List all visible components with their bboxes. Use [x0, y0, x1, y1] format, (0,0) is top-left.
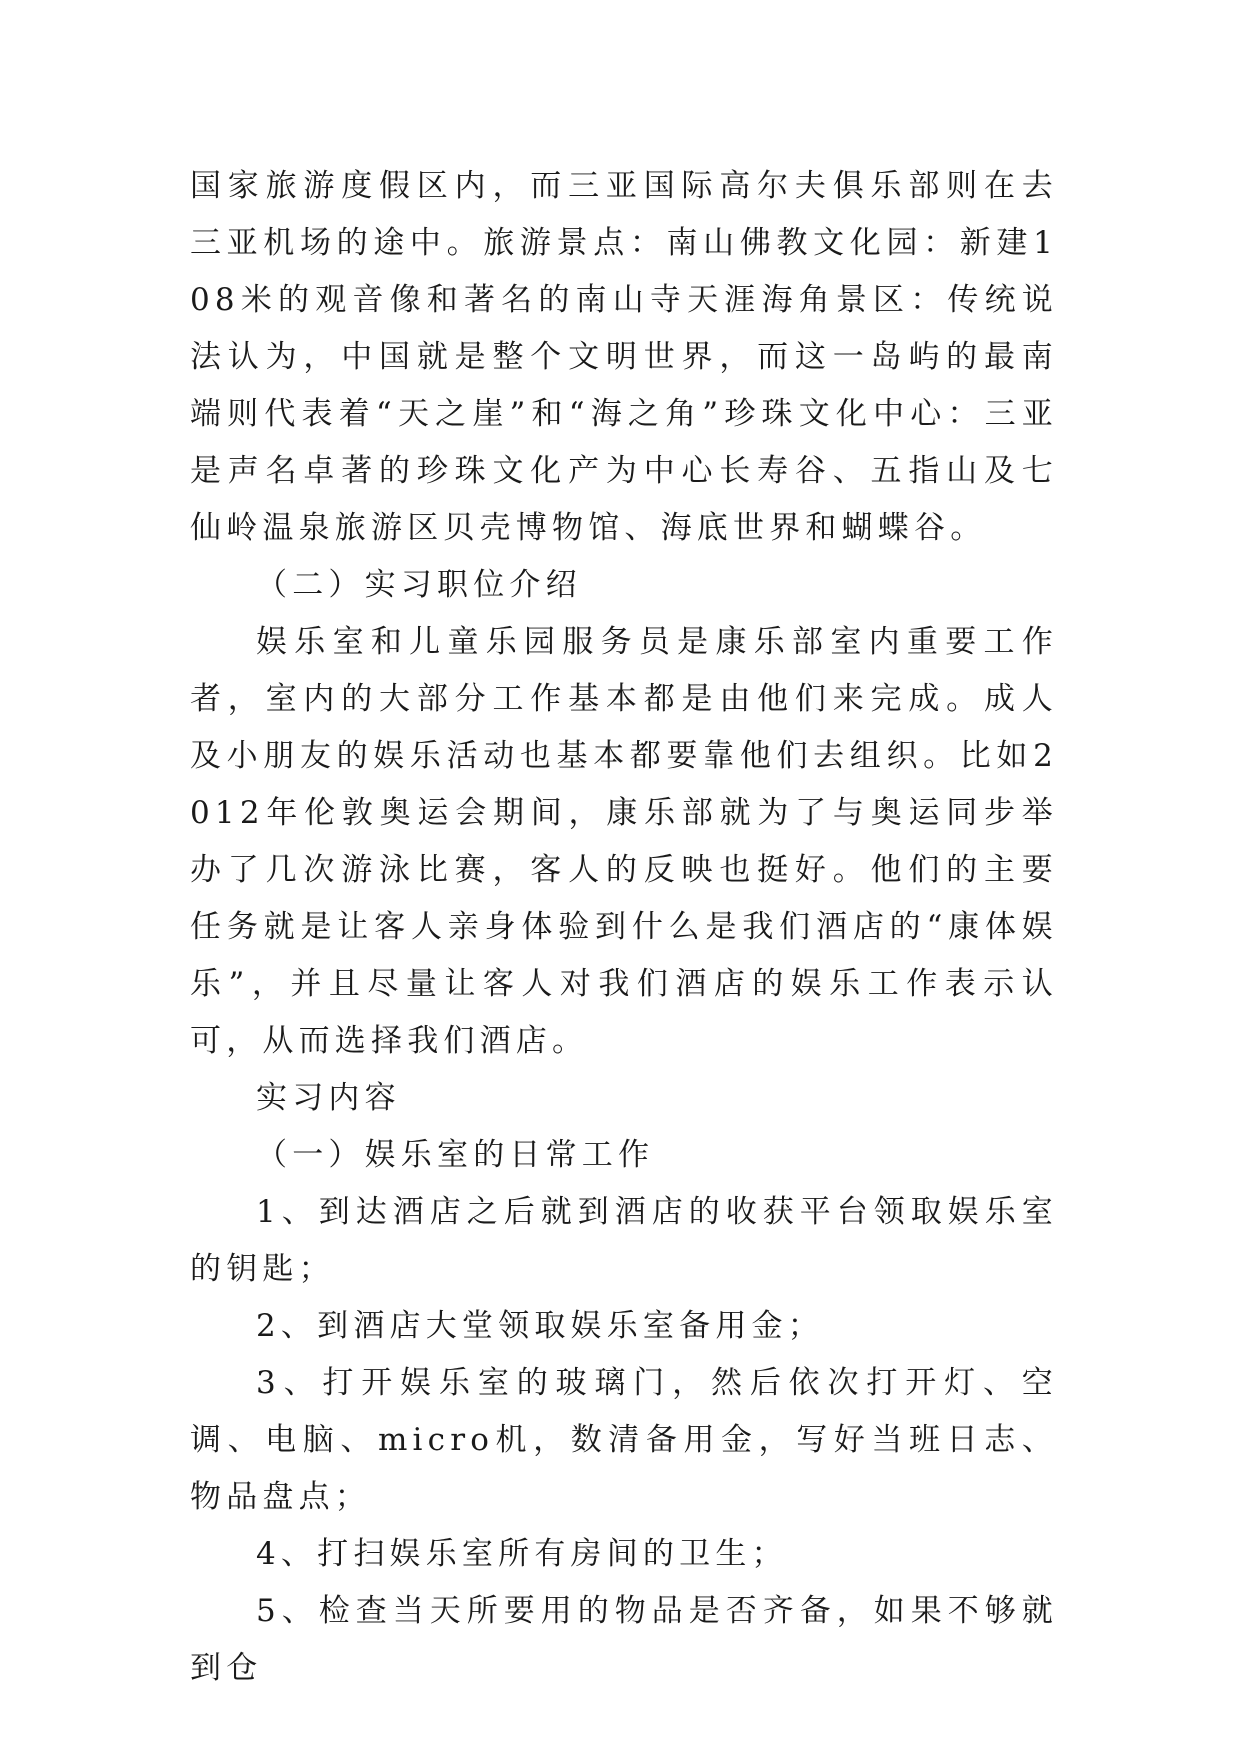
paragraph-scenic-spots: 国家旅游度假区内，而三亚国际高尔夫俱乐部则在去三亚机场的途中。旅游景点：南山佛教文化园：新建108米的观音像和著名的南山寺天涯海角景区：传统说法认为，中国就是整个文明世界，而这一岛屿的最南端则代表着“天之崖”和“海之角”珍珠文化中心：三亚是声名卓著的珍珠文化产为中心长寿谷、五指山及七仙岭温泉旅游区贝壳博物馆、海底世界和蝴蝶谷。 — [190, 168, 1058, 546]
heading-daily-work: （一）娱乐室的日常工作 — [256, 1137, 655, 1173]
list-item-4: 4、打扫娱乐室所有房间的卫生； — [256, 1536, 788, 1572]
list-item-1: 1、到达酒店之后就到酒店的收获平台领取娱乐室的钥匙； — [190, 1194, 1058, 1287]
paragraph-position-description: 娱乐室和儿童乐园服务员是康乐部室内重要工作者，室内的大部分工作基本都是由他们来完成。成人及小朋友的娱乐活动也基本都要靠他们去组织。比如2012年伦敦奥运会期间，康乐部就为了与奥运同步举办了几次游泳比赛，客人的反映也挺好。他们的主要任务就是让客人亲身体验到什么是我们酒店的“康体娱乐”，并且尽量让客人对我们酒店的娱乐工作表示认可，从而选择我们酒店。 — [190, 624, 1058, 1059]
document-page — [190, 158, 1058, 1697]
list-item-5: 5、检查当天所要用的物品是否齐备，如果不够就到仓 — [190, 1593, 1058, 1686]
heading-internship-content: 实习内容 — [256, 1080, 401, 1116]
list-item-2: 2、到酒店大堂领取娱乐室备用金； — [256, 1308, 824, 1344]
list-item-3: 3、打开娱乐室的玻璃门，然后依次打开灯、空调、电脑、micro机，数清备用金，写好当班日志、物品盘点； — [190, 1365, 1058, 1515]
heading-position-intro: （二）实习职位介绍 — [256, 567, 582, 603]
